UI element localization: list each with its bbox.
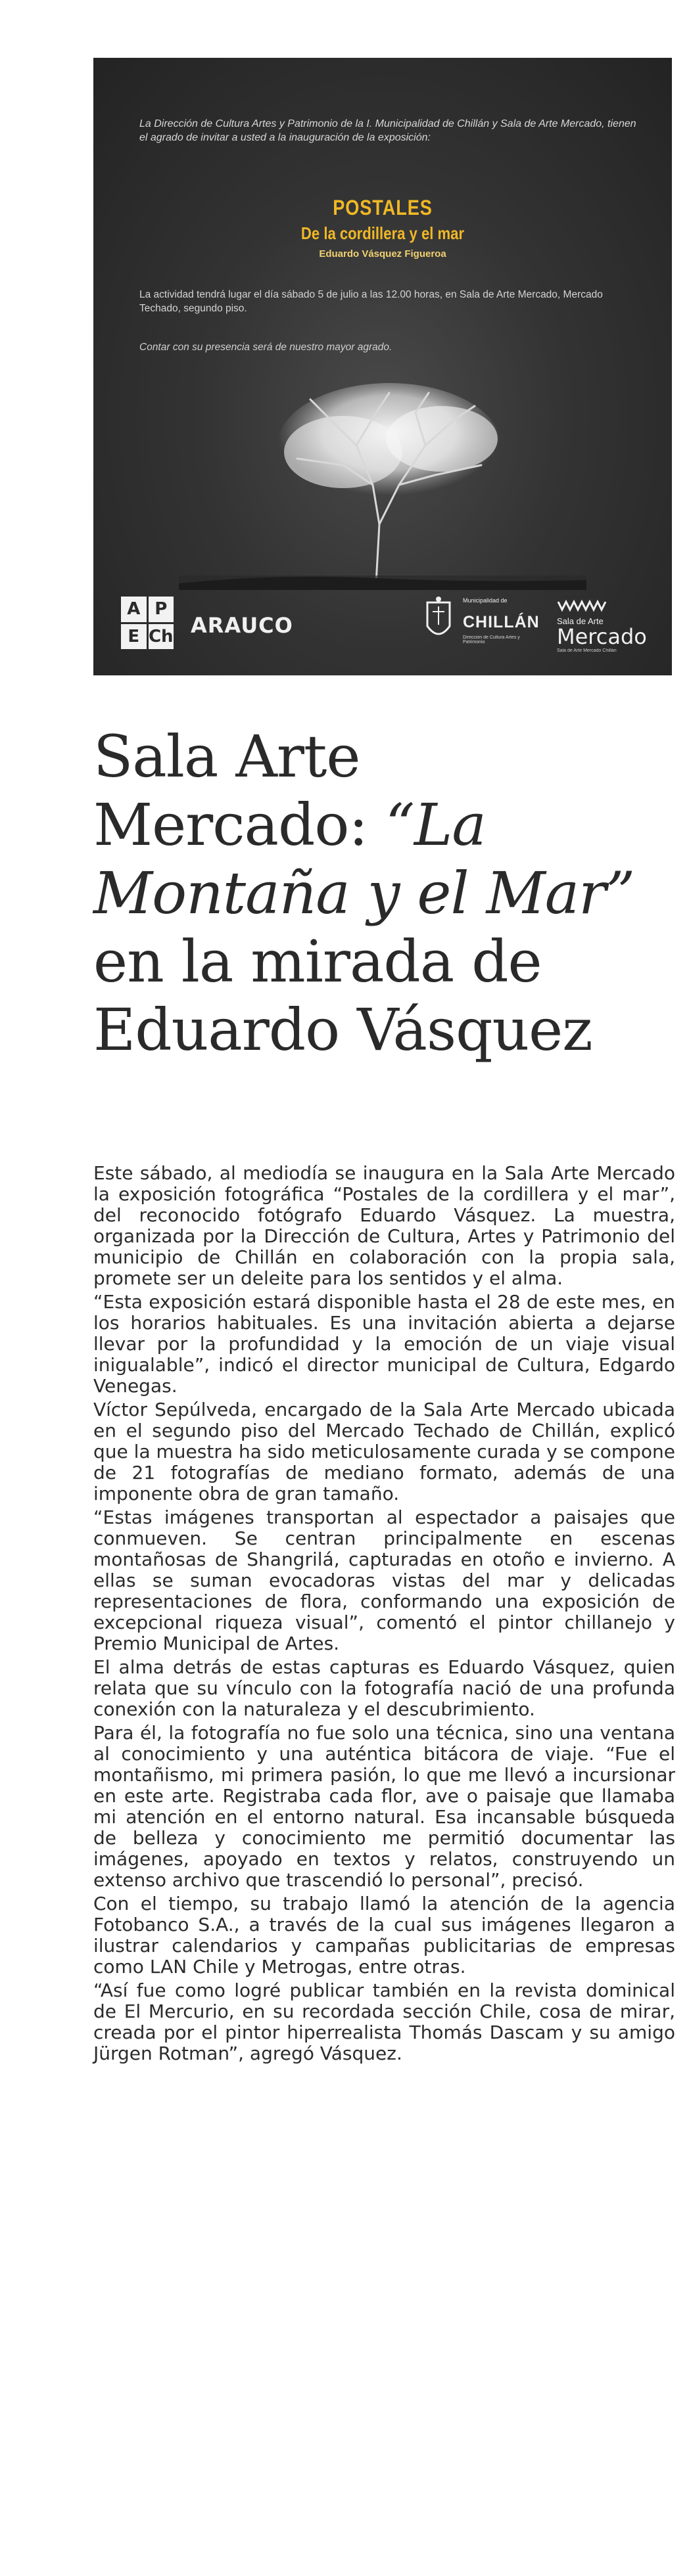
- poster-thanks-text: Contar con su presencia será de nuestro mayor agrado.: [139, 342, 392, 353]
- mercado-logo: [557, 597, 655, 653]
- chillan-tag: Dirección de Cultura Artes y Patrimonio: [463, 635, 520, 644]
- mercado-name: Mercado: [557, 624, 647, 649]
- poster-author: Eduardo Vásquez Figueroa: [319, 248, 446, 260]
- headline-line-3: Montaña y el Mar”: [93, 859, 635, 927]
- article-paragraph: Para él, la fotografía no fue solo una técnica, sino una ventana al conocimiento y una auténtica bitácora de viaje. “Fue el montañismo, mi primera pasión, lo que me llevó a incursionar en este arte. Registraba cada flor, ave o paisaje que llamaba mi atención en el entorno natural. Esa incansable búsqueda de belleza y conocimiento me permitió documentar las imágenes, apoyado en textos y relatos, construyendo un extenso archivo que trascendió lo personal”, precisó.: [93, 1722, 675, 1891]
- arauco-logo: ARAUCO: [191, 613, 293, 638]
- poster-invite-text: La Dirección de Cultura Artes y Patrimonio de la I. Municipalidad de Chillán y Sala de Arte Mercado, tienen el agrado de invitar a usted a la inauguración de la exposición:: [139, 118, 636, 143]
- article-body: [93, 1163, 675, 2067]
- article-headline: [93, 723, 678, 1064]
- headline-line-5: Eduardo Vásquez: [93, 996, 592, 1064]
- poster-activity-text: La actividad tendrá lugar el día sábado 5 de julio a las 12.00 horas, en Sala de Arte Mercado, Mercado Techado, segundo piso.: [139, 289, 603, 314]
- article-paragraph: “Así fue como logré publicar también en la revista dominical de El Mercurio, en su recordada sección Chile, cosa de mirar, creada por el pintor hiperrealista Thomás Dascam y su amigo Jürgen Rotman”, agregó Vásquez.: [93, 1979, 675, 2064]
- poster-subtitle: De la cordillera y el mar: [300, 223, 465, 243]
- apech-logo: A P E Ch: [121, 597, 174, 649]
- mercado-top: Sala de Arte: [557, 616, 604, 626]
- article-paragraph: Víctor Sepúlveda, encargado de la Sala Arte Mercado ubicada en el segundo piso del Mercado Techado de Chillán, explicó que la muestra ha sido meticulosamente curada y se compone de 21 fotografías de mediano formato, además de una imponente obra de gran tamaño.: [93, 1399, 675, 1504]
- article-paragraph: Con el tiempo, su trabajo llamó la atención de la agencia Fotobanco S.A., a través de la cual sus imágenes llegaron a ilustrar calendarios y campañas publicitarias de empresas como LAN Chile y Metrogas, entre otras.: [93, 1893, 675, 1977]
- exhibition-poster: [93, 58, 672, 675]
- mercado-tag: Sala de Arte Mercado Chillán: [557, 648, 617, 653]
- chillan-logo: [423, 593, 540, 652]
- article-paragraph: El alma detrás de estas capturas es Eduardo Vásquez, quien relata que su vínculo con la fotografía nació de una profunda conexión con la naturaleza y el descubrimiento.: [93, 1656, 675, 1720]
- snowy-tree-image: [179, 367, 586, 590]
- crest-icon: [423, 596, 454, 647]
- article-paragraph: “Estas imágenes transportan al espectador a paisajes que conmueven. Se centran principalmente en escenas montañosas de Shangrilá, capturadas en otoño e invierno. A ellas se suman evocadoras vistas del mar y delicadas representaciones de flora, conformando una exposición de excepcional riqueza visual”, comentó el pintor chillanejo y Premio Municipal de Artes.: [93, 1506, 675, 1654]
- article-paragraph: “Esta exposición estará disponible hasta el 28 de este mes, en los horarios habituales. Es una invitación abierta a dejarse llevar por la profundidad y la emoción de un viaje visual inigualable”, indicó el director municipal de Cultura, Edgardo Venegas.: [93, 1291, 675, 1397]
- poster-title: POSTALES: [333, 196, 433, 219]
- headline-line-1: Sala Arte: [93, 723, 360, 790]
- mercado-mark-icon: [557, 599, 609, 612]
- headline-line-2: Mercado: “La: [93, 791, 486, 859]
- article-paragraph: Este sábado, al mediodía se inaugura en la Sala Arte Mercado la exposición fotográfica “Postales de la cordillera y el mar”, del reconocido fotógrafo Eduardo Vásquez. La muestra, organizada por la Dirección de Cultura, Artes y Patrimonio del municipio de Chillán en colaboración con la propia sala, promete ser un deleite para los sentidos y el alma.: [93, 1162, 675, 1289]
- chillan-name: CHILLÁN: [463, 613, 540, 631]
- chillan-sub: Municipalidad de: [463, 597, 508, 604]
- headline-line-4: en la mirada de: [93, 928, 542, 995]
